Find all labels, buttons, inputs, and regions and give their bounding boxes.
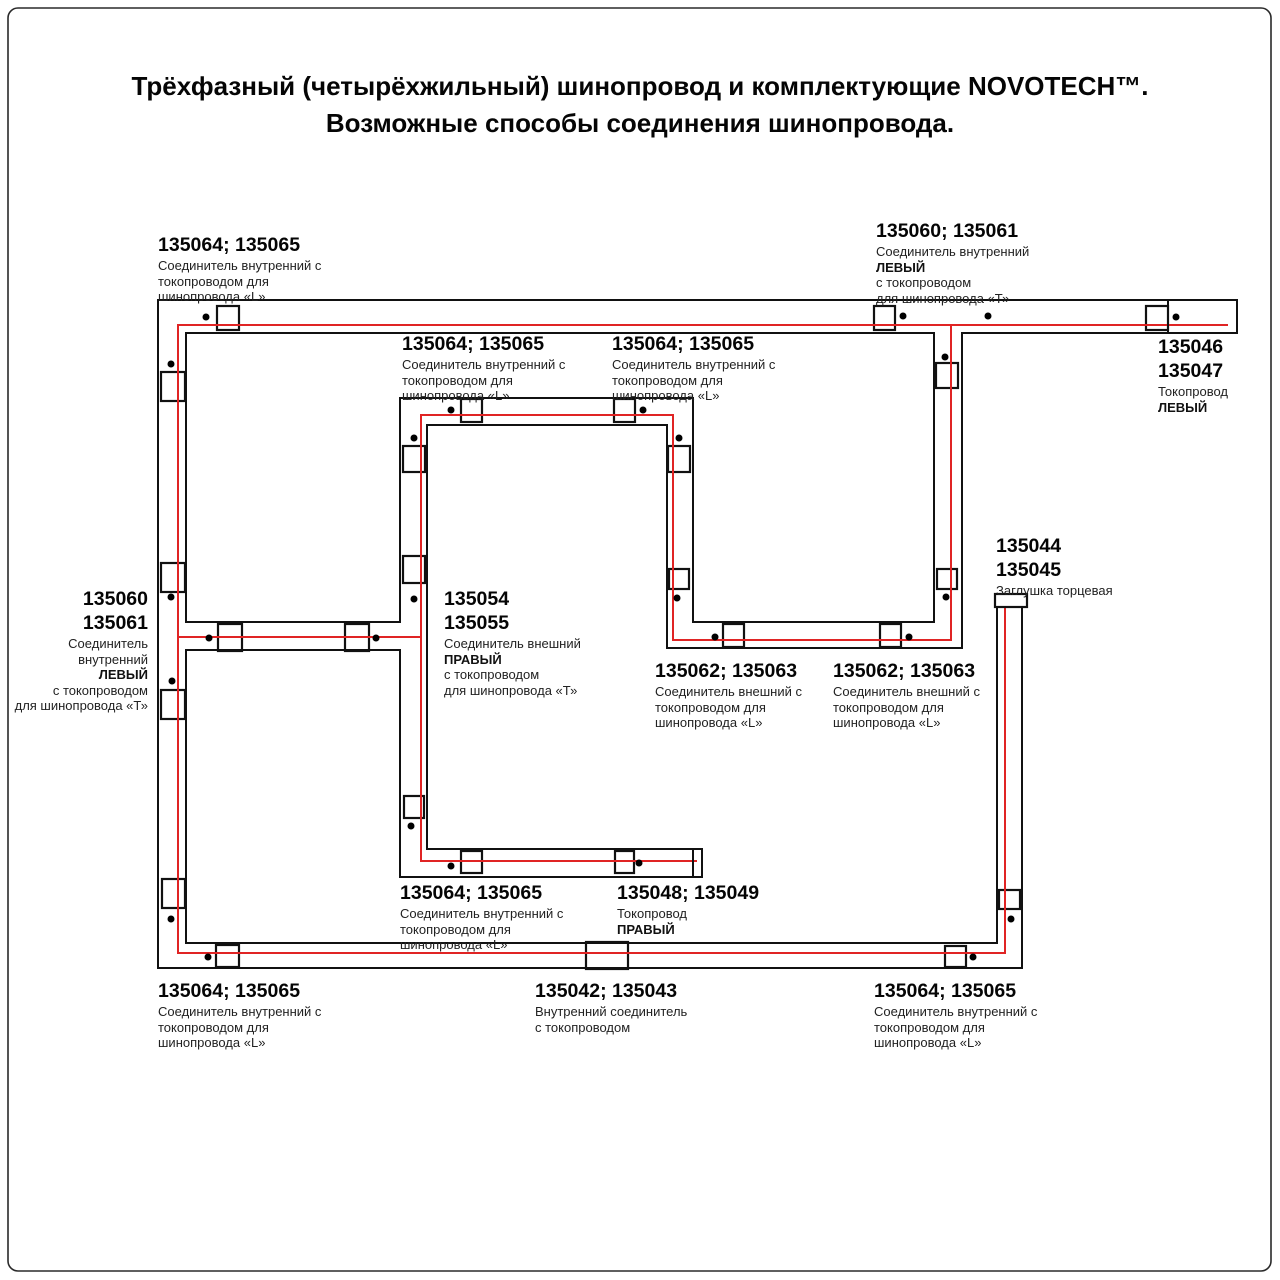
part-description-line: Соединитель внутренний (68, 636, 148, 667)
part-number: 135061 (82, 612, 148, 634)
part-description-line: ПРАВЫЙ (617, 921, 675, 937)
part-description-line: ПРАВЫЙ (444, 651, 502, 667)
part-description-line: токопроводом для (158, 273, 269, 289)
dot (636, 860, 643, 867)
part-label-outer-connector-loop-bottom-right (833, 660, 980, 731)
dot (943, 594, 950, 601)
part-number: 135044 (996, 535, 1062, 557)
connector-box (936, 363, 958, 388)
part-description-line: ЛЕВЫЙ (1158, 399, 1208, 415)
connector-box (880, 624, 901, 647)
part-number: 135064; 135065 (402, 333, 545, 355)
connector-box (161, 372, 185, 401)
part-description-line: Соединитель внешний с (833, 684, 980, 699)
part-description-line: Соединитель внешний (444, 636, 581, 651)
part-description-line: Соединитель внутренний с (612, 357, 776, 372)
connector-box (723, 624, 744, 647)
part-number: 135054 (444, 588, 510, 610)
dot (373, 635, 380, 642)
part-description-line: шинопровода «L» (402, 388, 510, 403)
dot (168, 594, 175, 601)
connector-box (999, 890, 1020, 909)
part-label-outer-connector-loop-bottom-left (655, 660, 802, 731)
part-description-line: токопроводом для (833, 699, 944, 715)
part-description-line: токопроводом для (402, 372, 513, 388)
part-description-line: с токопроводом (876, 275, 972, 290)
part-label-inner-connector-left-T-left (6, 588, 148, 714)
part-label-outer-connector-right-T-middle (444, 588, 581, 698)
dot (411, 435, 418, 442)
part-description-line: Токопровод (1158, 384, 1229, 399)
page-border (8, 8, 1271, 1271)
part-label-power-feed-right-snake (617, 882, 759, 937)
dot (674, 595, 681, 602)
part-description-line: токопроводом для (158, 1019, 269, 1035)
dot (205, 954, 212, 961)
part-description-line: шинопровода «L» (400, 937, 508, 952)
dot (169, 678, 176, 685)
part-number: 135045 (996, 559, 1062, 581)
connector-box (1146, 306, 1168, 330)
dot (942, 354, 949, 361)
part-number: 135064; 135065 (874, 980, 1017, 1002)
dot (1173, 314, 1180, 321)
connector-box (874, 306, 895, 330)
part-description-line: шинопровода «L» (833, 715, 941, 730)
dot (640, 407, 647, 414)
connector-box (161, 690, 185, 719)
dot (448, 407, 455, 414)
dot (408, 823, 415, 830)
part-number: 135064; 135065 (400, 882, 543, 904)
part-number: 135064; 135065 (158, 980, 301, 1002)
part-description-line: токопроводом для (612, 372, 723, 388)
part-number: 135062; 135063 (833, 660, 976, 682)
part-description-line: для шинопровода «Т» (14, 698, 148, 713)
page-title-line-1: Трёхфазный (четырёхжильный) шинопровод и комплектующие NOVOTECH™. (131, 71, 1149, 101)
part-description-line: Соединитель внутренний с (158, 258, 322, 273)
part-number: 135042; 135043 (535, 980, 678, 1002)
connector-box (161, 563, 185, 592)
part-description-line: токопроводом для (874, 1019, 985, 1035)
connector-box (217, 306, 239, 330)
dot (712, 634, 719, 641)
part-description-line: с токопроводом (535, 1019, 631, 1035)
part-description-line: шинопровода «L» (158, 1035, 266, 1050)
part-description-line: токопроводом для (400, 921, 511, 937)
dot (448, 863, 455, 870)
part-number: 135062; 135063 (655, 660, 798, 682)
part-description-line: Заглушка торцевая (996, 583, 1113, 598)
part-description-line: Соединитель внутренний с (402, 357, 566, 372)
part-description-line: Соединитель внутренний с (400, 906, 564, 921)
part-description-line: для шинопровода «Т» (444, 682, 578, 698)
part-description-line: Соединитель внешний с (655, 684, 802, 699)
part-description-line: шинопровода «L» (655, 715, 763, 730)
dot (203, 314, 210, 321)
part-description-line: шинопровода «L» (612, 388, 720, 403)
connector-box (937, 569, 957, 589)
part-number: 135060; 135061 (876, 220, 1019, 242)
part-label-inner-connector-left-T-top-right (876, 220, 1029, 306)
part-description-line: с токопроводом (444, 667, 540, 682)
part-number: 135055 (444, 612, 510, 634)
part-label-inner-connector-mid-right (612, 333, 775, 404)
connector-box (668, 446, 690, 472)
part-description-line: Внутренний соединитель (535, 1004, 688, 1019)
dot (168, 361, 175, 368)
page-title-line-2: Возможные способы соединения шинопровода. (325, 108, 955, 138)
part-number: 135047 (1158, 360, 1224, 382)
dot (1008, 916, 1015, 923)
part-number: 135064; 135065 (158, 234, 301, 256)
connector-box (216, 945, 239, 967)
connector-box (945, 946, 966, 967)
part-number: 135064; 135065 (612, 333, 755, 355)
part-label-inner-connector-mid-left (402, 333, 565, 404)
part-number: 135048; 135049 (617, 882, 760, 904)
part-description-line: ЛЕВЫЙ (876, 259, 926, 275)
part-number: 135046 (1158, 336, 1224, 358)
part-label-inner-connector-bottom-left (158, 980, 321, 1051)
part-description-line: шинопровода «L» (874, 1035, 982, 1050)
dot (900, 313, 907, 320)
part-label-straight-connector-bottom-middle (535, 980, 687, 1035)
part-description-line: Соединитель внутренний с (874, 1004, 1038, 1019)
part-description-line: Токопровод (617, 906, 688, 921)
connector-box (162, 879, 185, 908)
dot (168, 916, 175, 923)
part-label-inner-connector-snake-bottom (400, 882, 563, 953)
part-label-power-feed-left-top-right (1158, 336, 1228, 415)
part-number: 135060 (82, 588, 148, 610)
part-label-end-cap (996, 535, 1113, 599)
dot (676, 435, 683, 442)
dot (985, 313, 992, 320)
dot (970, 954, 977, 961)
straight-connector-box (586, 942, 628, 969)
part-description-line: токопроводом для (655, 699, 766, 715)
dot (411, 596, 418, 603)
dot (906, 634, 913, 641)
part-description-line: ЛЕВЫЙ (98, 667, 148, 682)
part-description-line: шинопровода «L» (158, 289, 266, 304)
part-label-inner-connector-top-left (158, 234, 321, 305)
part-description-line: для шинопровода «Т» (876, 290, 1010, 306)
page-title (0, 68, 1280, 142)
part-description-line: с токопроводом (52, 682, 148, 698)
part-description-line: Соединитель внутренний с (158, 1004, 322, 1019)
dot (206, 635, 213, 642)
part-description-line: Соединитель внутренний (876, 244, 1030, 259)
part-label-inner-connector-bottom-right (874, 980, 1037, 1051)
